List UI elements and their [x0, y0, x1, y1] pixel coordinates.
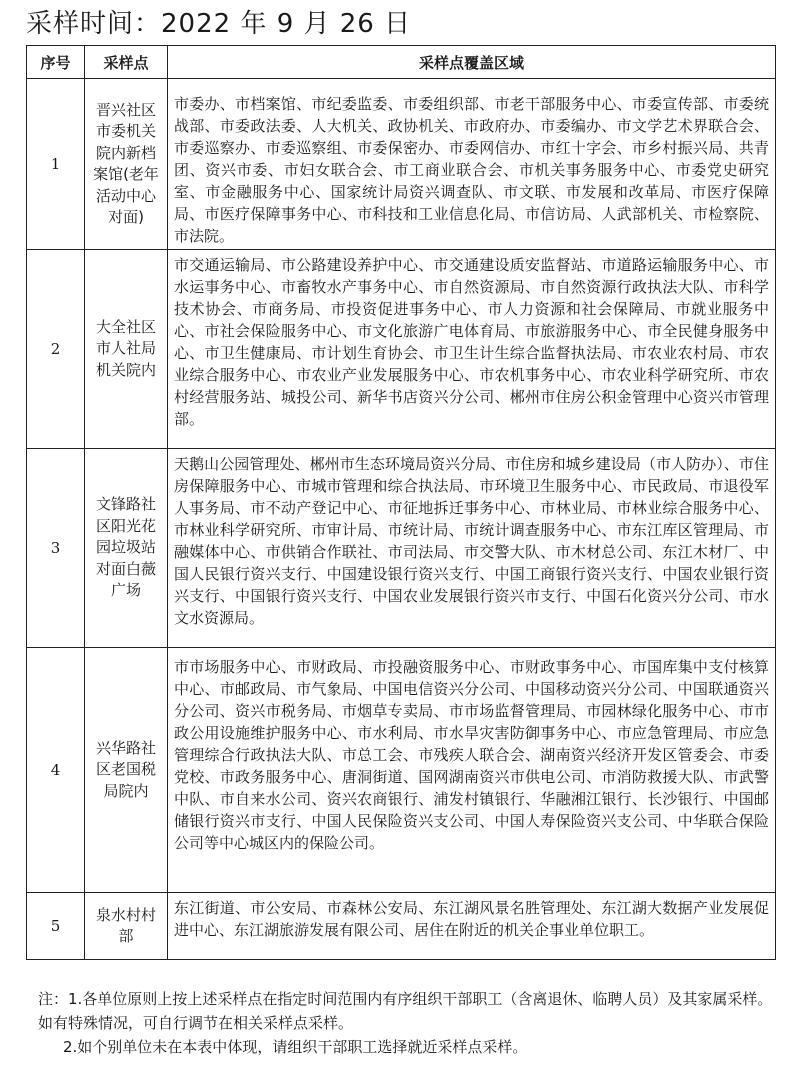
row-serial-number: 5 [27, 893, 85, 960]
footnote-1: 注：1.各单位原则上按上述采样点在指定时间范围内有序组织干部职工（含离退休、临聘人员）及其家属采样。如有特殊情况，可自行调节在相关采样点采样。 [38, 990, 773, 1032]
row-coverage-area: 市交通运输局、市公路建设养护中心、市交通建设质安监督站、市道路运输服务中心、市水运事务中心、市畜牧水产事务中心、市自然资源局、市自然资源行政执法大队、市科学技术协会、市商务局、市投资促进事务中心、市人力资源和社会保障局、市就业服务中心、市社会保险服务中心、市文化旅游广电体育局、市旅游服务中心、市全民健身服务中心、市卫生健康局、市计划生育协会、市卫生计生综合监督执法局、市农业农村局、市农业综合服务中心、市农业产业发展服务中心、市农机事务中心、市农业科学研究所、市农村经营服务站、城投公司、新华书店资兴分公司、郴州市住房公积金管理中心资兴市管理部。 [168, 250, 776, 449]
sampling-table [26, 45, 776, 960]
row-sampling-point: 文锋路社区阳光花园垃圾站对面白薇广场 [85, 449, 168, 648]
table-header-row [27, 46, 776, 79]
row-sampling-point: 大全社区市人社局机关院内 [85, 250, 168, 449]
row-serial-number: 3 [27, 449, 85, 648]
row-coverage-area: 市市场服务中心、市财政局、市投融资服务中心、市财政事务中心、市国库集中支付核算中心、市邮政局、市气象局、中国电信资兴分公司、中国移动资兴分公司、中国联通资兴分公司、资兴市税务局、市烟草专卖局、市市场监督管理局、市园林绿化服务中心、市市政公用设施维护服务中心、市水利局、市水旱灾害防御事务中心、市应急管理局、市应急管理综合行政执法大队、市总工会、市残疾人联合会、湖南资兴经济开发区管委会、市委党校、市政务服务中心、唐洞街道、国网湖南资兴市供电公司、市消防救援大队、市武警中队、市自来水公司、资兴农商银行、浦发村镇银行、华融湘江银行、长沙银行、中国邮储银行资兴市支行、中国人民保险资兴支公司、中国人寿保险资兴支公司、中华联合保险公司等中心城区内的保险公司。 [168, 648, 776, 893]
table-row [27, 79, 776, 250]
row-sampling-point: 兴华路社区老国税局院内 [85, 648, 168, 893]
row-coverage-area: 天鹅山公园管理处、郴州市生态环境局资兴分局、市住房和城乡建设局（市人防办）、市住房保障服务中心、市城市管理和综合执法局、市环境卫生服务中心、市民政局、市退役军人事务局、市不动产登记中心、市征地拆迁事务中心、市林业局、市林业综合服务中心、市林业科学研究所、市审计局、市统计局、市统计调查服务中心、市东江库区管理局、市融媒体中心、市供销合作联社、市司法局、市交警大队、市木材总公司、东江木材厂、中国人民银行资兴支行、中国建设银行资兴支行、中国工商银行资兴支行、中国农业银行资兴支行、中国银行资兴支行、中国农业发展银行资兴市支行、中国石化资兴分公司、市水文水资源局。 [168, 449, 776, 648]
row-serial-number: 1 [27, 79, 85, 250]
header-coverage-area: 采样点覆盖区域 [168, 46, 776, 79]
table-row [27, 250, 776, 449]
row-serial-number: 2 [27, 250, 85, 449]
table-row [27, 449, 776, 648]
table-row [27, 648, 776, 893]
row-coverage-area: 市委办、市档案馆、市纪委监委、市委组织部、市老干部服务中心、市委宣传部、市委统战部、市委政法委、人大机关、政协机关、市政府办、市委编办、市文学艺术界联合会、市委巡察办、市委巡察组、市委保密办、市委网信办、市红十字会、市乡村振兴局、共青团、资兴市委、市妇女联合会、市工商业联合会、市机关事务服务中心、市委党史研究室、市金融服务中心、国家统计局资兴调查队、市文联、市发展和改革局、市医疗保障局、市医疗保障事务中心、市科技和工业信息化局、市信访局、人武部机关、市检察院、市法院。 [168, 79, 776, 250]
header-serial-number: 序号 [27, 46, 85, 79]
page-title: 采样时间：2022 年 9 月 26 日 [26, 9, 412, 39]
row-coverage-area: 东江街道、市公安局、市森林公安局、东江湖风景名胜管理处、东江湖大数据产业发展促进中心、东江湖旅游发展有限公司、居住在附近的机关企事业单位职工。 [168, 893, 776, 960]
row-serial-number: 4 [27, 648, 85, 893]
header-sampling-point: 采样点 [85, 46, 168, 79]
row-sampling-point: 泉水村村部 [85, 893, 168, 960]
footnotes [38, 987, 778, 1059]
footnote-2: 2.如个别单位未在本表中体现，请组织干部职工选择就近采样点采样。 [63, 1038, 528, 1056]
row-sampling-point: 晋兴社区市委机关院内新档案馆(老年活动中心对面) [85, 79, 168, 250]
table-row [27, 893, 776, 960]
